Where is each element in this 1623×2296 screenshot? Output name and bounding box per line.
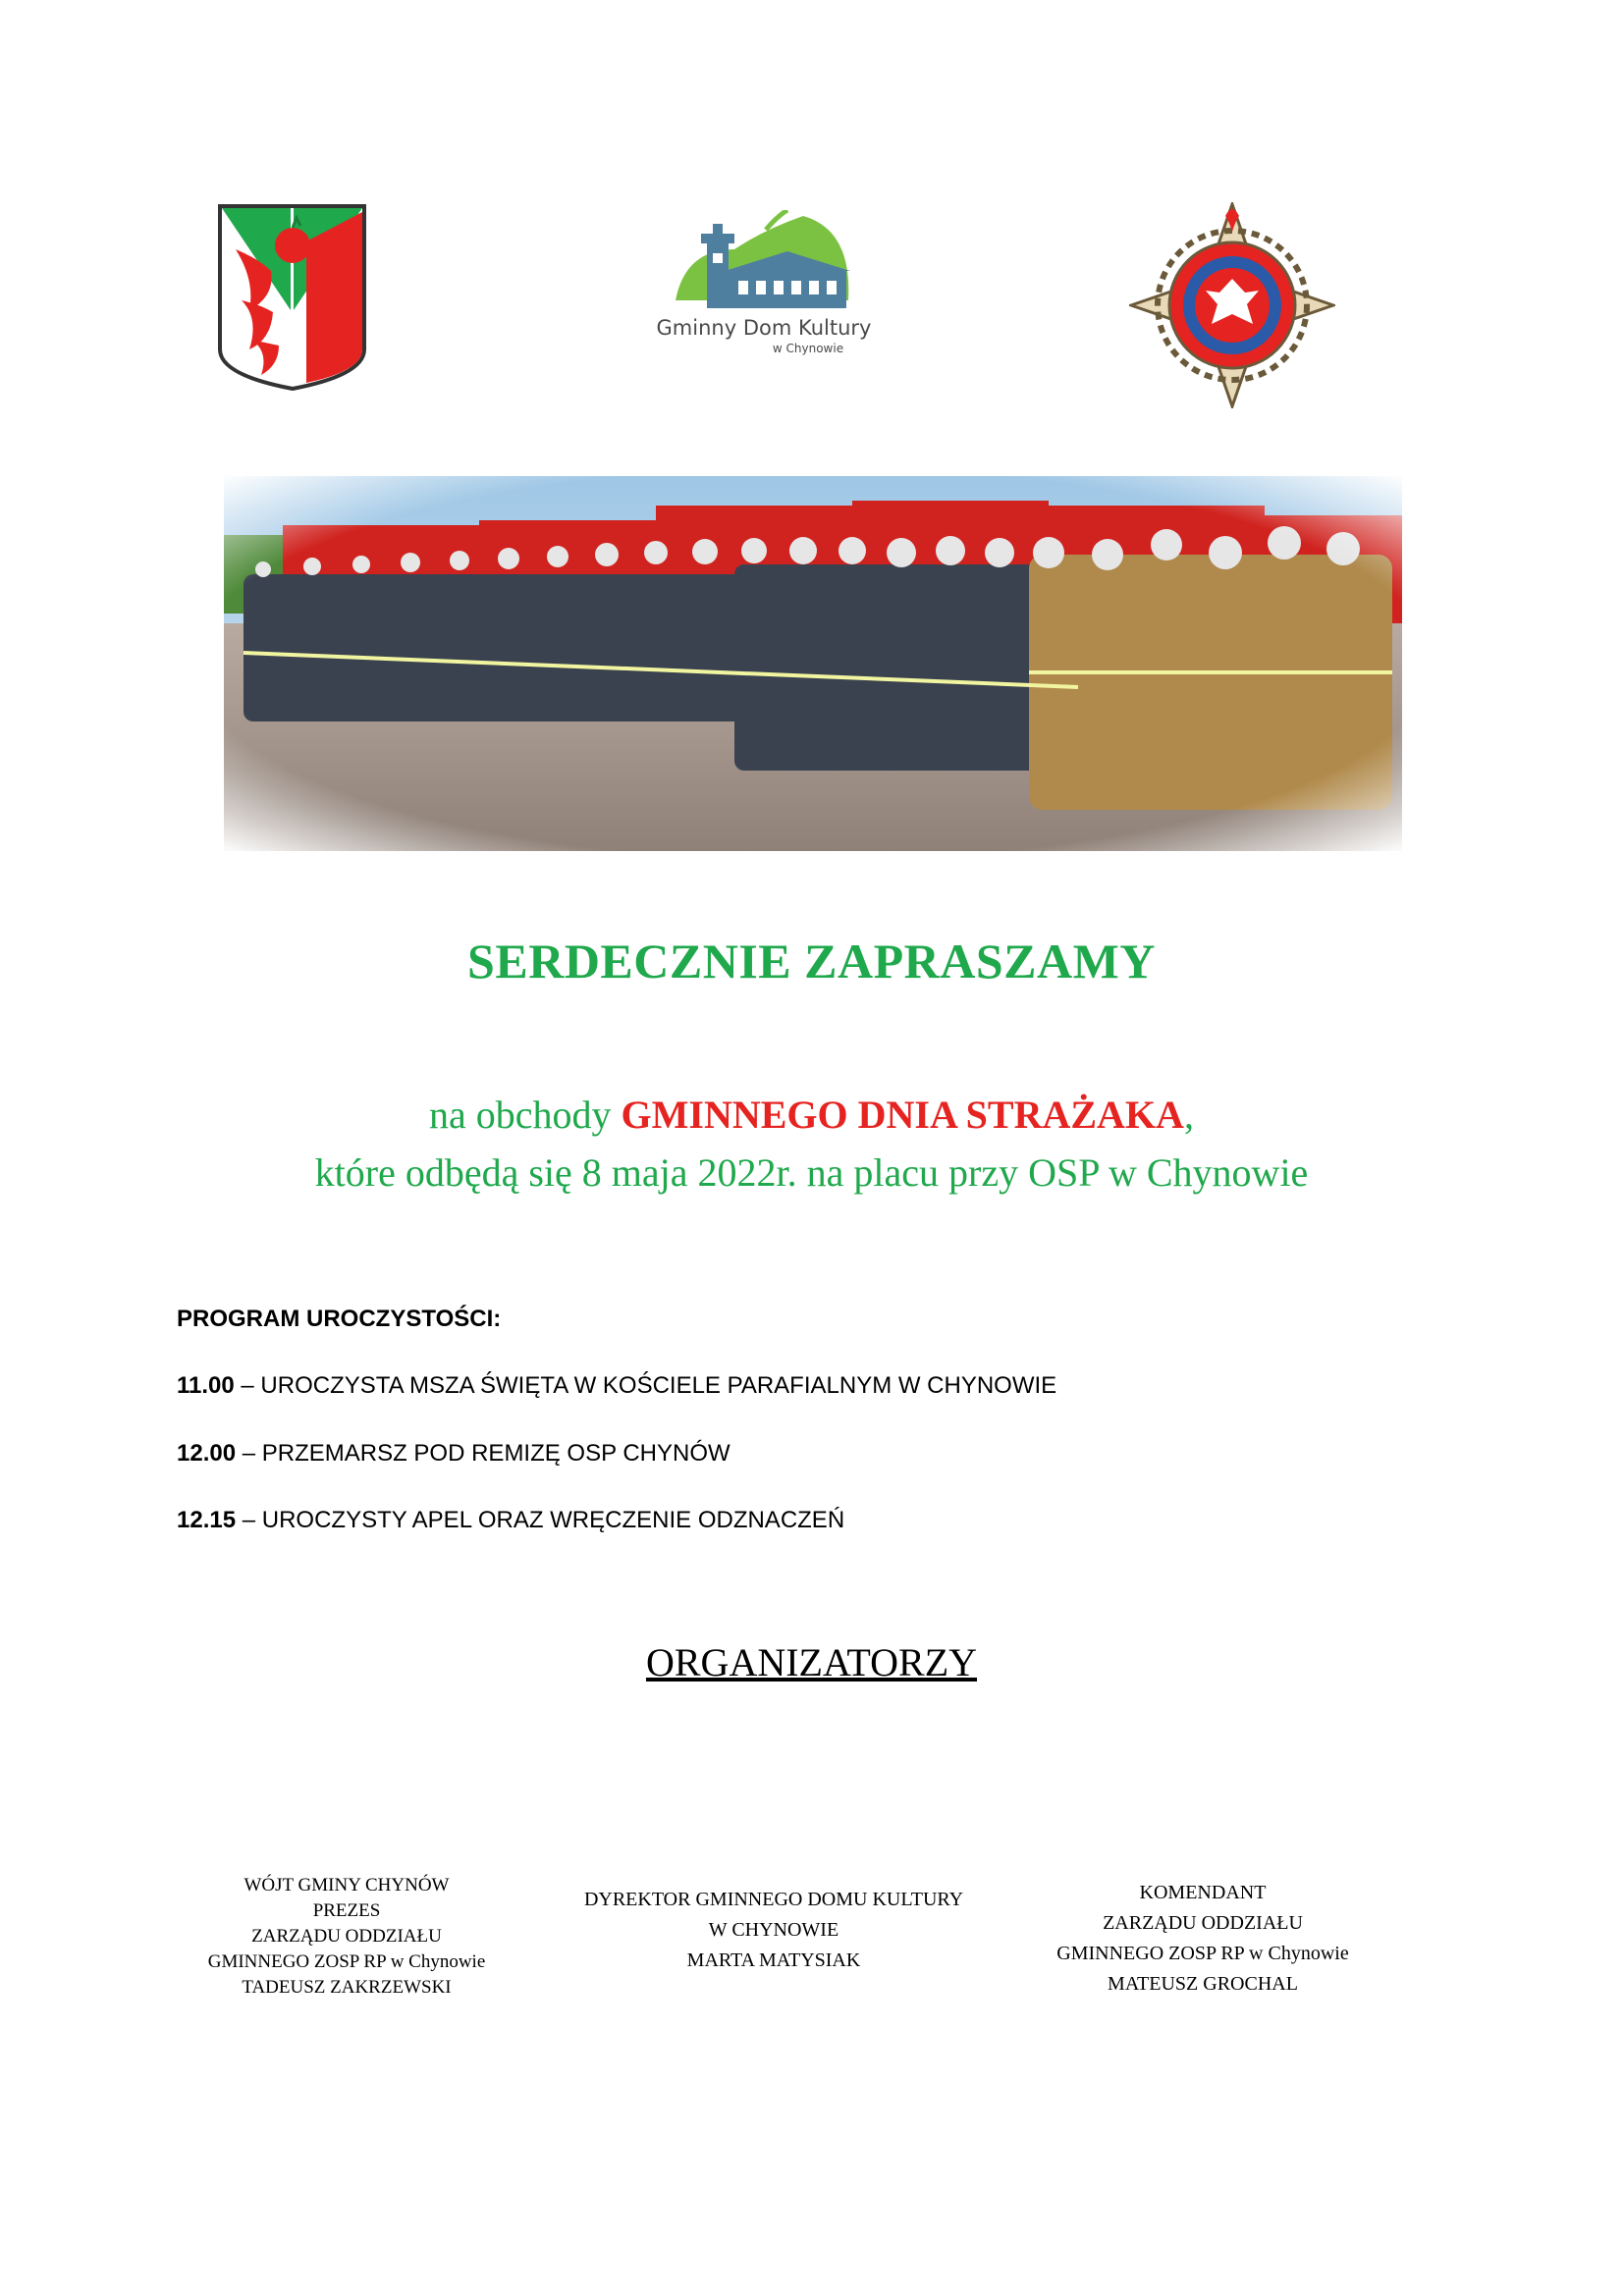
organizer-line: GMINNEGO ZOSP RP w Chynowie (1056, 1943, 1349, 1964)
gmina-crest-icon (216, 202, 368, 391)
organizer-line: KOMENDANT (1139, 1882, 1267, 1903)
invite-title: SERDECZNIE ZAPRASZAMY (467, 934, 1156, 988)
organizer-line: ZARZĄDU ODDZIAŁU (1103, 1912, 1303, 1934)
gdk-logo-icon (656, 210, 870, 363)
program-item-text: – PRZEMARSZ POD REMIZĘ OSP CHYNÓW (236, 1440, 730, 1467)
program-heading: PROGRAM UROCZYSTOŚCI: (177, 1306, 502, 1332)
organizer-line: TADEUSZ ZAKRZEWSKI (242, 1977, 452, 1998)
invite-line-1-suffix: , (1183, 1093, 1194, 1137)
invite-line-1-prefix: na obchody (429, 1093, 622, 1137)
organizer-komendant (1021, 1878, 1384, 2000)
organizer-line: ZARZĄDU ODDZIAŁU (251, 1926, 442, 1947)
program-item-time: 11.00 (177, 1372, 235, 1399)
organizer-line: DYREKTOR GMINNEGO DOMU KULTURY (583, 1889, 964, 1910)
program-item-time: 12.15 (177, 1507, 237, 1533)
program-item-text: – UROCZYSTY APEL ORAZ WRĘCZENIE ODZNACZEŃ (236, 1507, 845, 1533)
program-item-text: – UROCZYSTA MSZA ŚWIĘTA W KOŚCIELE PARAFIALNYM W CHYNOWIE (234, 1372, 1057, 1399)
event-name: GMINNEGO DNIA STRAŻAKA (621, 1093, 1184, 1137)
gdk-logo-name: Gminny Dom Kultury (656, 316, 872, 340)
organizers-heading: ORGANIZATORZY (645, 1640, 978, 1684)
zosp-emblem-icon (1129, 202, 1335, 408)
organizer-line: MATEUSZ GROCHAL (1108, 1973, 1298, 1995)
program-item (177, 1440, 730, 1468)
program-item (177, 1372, 1056, 1400)
invite-line-2: które odbędą się 8 maja 2022r. na placu przy OSP w Chynowie (314, 1150, 1309, 1195)
organizer-wojt (165, 1873, 528, 2001)
invite-line-1 (0, 1092, 1623, 1138)
program-item-time: 12.00 (177, 1440, 237, 1467)
program-item (177, 1507, 844, 1534)
organizer-gdk (558, 1885, 990, 1976)
firefighters-photo (224, 476, 1402, 851)
organizer-line: W CHYNOWIE (708, 1919, 839, 1941)
organizer-line: PREZES (312, 1900, 381, 1921)
organizer-line: WÓJT GMINY CHYNÓW (243, 1875, 450, 1896)
organizer-line: GMINNEGO ZOSP RP w Chynowie (207, 1951, 486, 1972)
gdk-logo-sub: w Chynowie (772, 342, 844, 355)
organizer-line: MARTA MATYSIAK (686, 1949, 861, 1971)
